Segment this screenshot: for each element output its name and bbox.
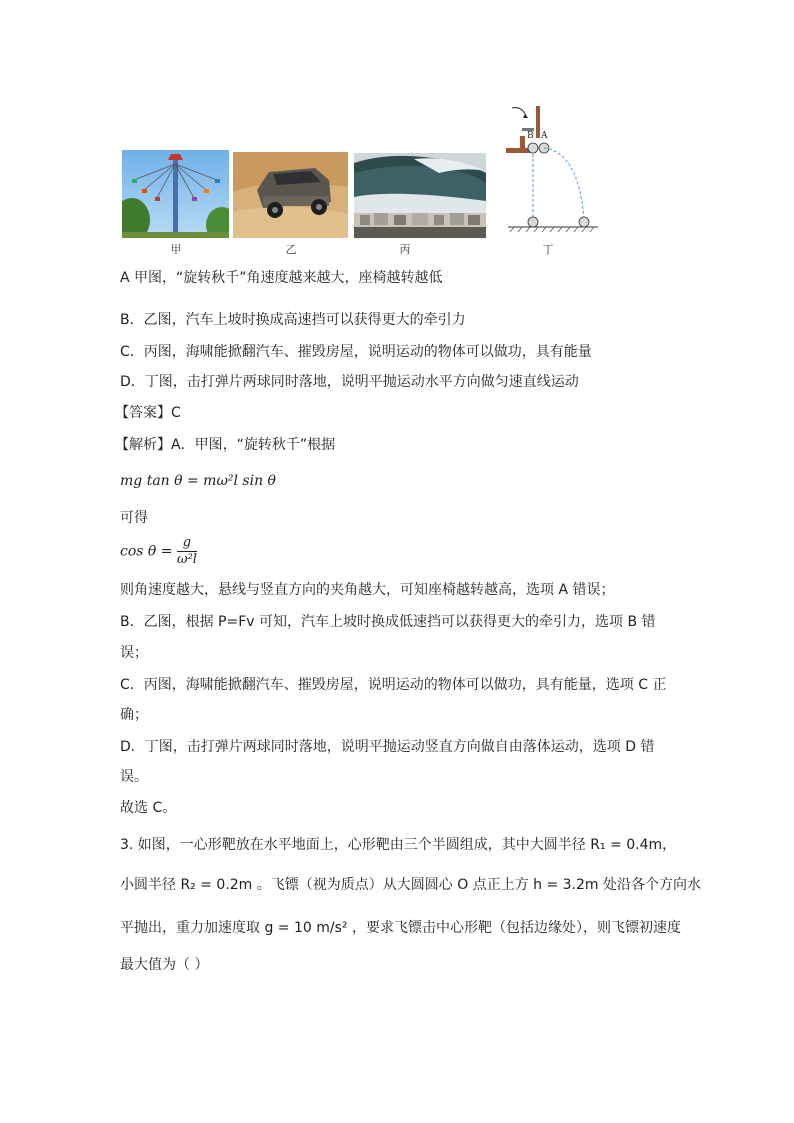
question3-line2: 小圆半径 R₂ = 0.2m 。飞镖（视为质点）从大圆圆心 O 点正上方 h = 3.2m 处沿各个方向水 [120, 877, 701, 893]
option-b: B．乙图，汽车上坡时换成高速挡可以获得更大的牵引力 [120, 312, 466, 328]
figure-jia-swing-ride [122, 150, 229, 238]
question3-line4: 最大值为（ ） [120, 957, 209, 973]
caption-jia: 甲 [170, 243, 182, 256]
analysis-c-line2: 确； [120, 707, 148, 723]
option-a: A 甲图，“旋转秋千”角速度越来越大，座椅越转越低 [120, 270, 443, 286]
analysis-b-line1: B．乙图，根据 P=Fv 可知，汽车上坡时换成低速挡可以获得更大的牵引力，选项 B 错 [120, 614, 656, 630]
equation-1: mg tan θ = mω²l sin θ [120, 473, 276, 489]
analysis-tag: 【解析】 [115, 437, 171, 453]
equation-2-fraction [177, 535, 197, 568]
analysis-c-line1: C．丙图，海啸能掀翻汽车、摧毁房屋，说明运动的物体可以做功，具有能量，选项 C 正 [120, 677, 667, 693]
analysis-b-line2: 误； [120, 645, 148, 661]
figure-bing-tsunami [354, 153, 486, 238]
equation-2-numerator: g [177, 535, 197, 552]
equation-2-left: cos θ = [120, 543, 173, 560]
analysis-d-line1: D．丁图，击打弹片两球同时落地，说明平抛运动竖直方向做自由落体运动，选项 D 错 [120, 739, 655, 755]
figure-yi-car-uphill [233, 152, 348, 238]
question3-line3: 平抛出，重力加速度取 g = 10 m/s² ，要求飞镖击中心形靶（包括边缘处），则飞镖初速度 [120, 920, 681, 936]
ding-label-a: A [541, 131, 548, 141]
answer-value: C [171, 405, 181, 421]
option-c: C．丙图，海啸能掀翻汽车、摧毁房屋，说明运动的物体可以做功，具有能量 [120, 344, 592, 360]
analysis-conclusion: 故选 C。 [120, 800, 177, 816]
answer-line [115, 403, 181, 423]
analysis-intro-line [115, 435, 335, 455]
analysis-d-line2: 误。 [120, 769, 148, 785]
equation-2-denominator: ω²l [176, 552, 197, 567]
option-d: D．丁图，击打弹片两球同时落地，说明平抛运动水平方向做匀速直线运动 [120, 374, 579, 390]
ding-label-b: B [527, 131, 534, 141]
kede-text: 可得 [120, 510, 148, 526]
question3-line1: 3. 如图，一心形靶放在水平地面上，心形靶由三个半圆组成，其中大圆半径 R₁ = 0.4m， [120, 837, 677, 853]
caption-ding: 丁 [542, 243, 554, 256]
equation-2 [120, 535, 197, 568]
caption-yi: 乙 [285, 243, 297, 256]
caption-bing: 丙 [399, 243, 411, 256]
analysis-a-text: 则角速度越大，悬线与竖直方向的夹角越大，可知座椅越转越高，选项 A 错误； [120, 582, 615, 598]
figure-ding-projectile-apparatus [498, 100, 600, 240]
analysis-intro: A．甲图，“旋转秋千”根据 [171, 437, 336, 453]
answer-tag: 【答案】 [115, 405, 171, 421]
